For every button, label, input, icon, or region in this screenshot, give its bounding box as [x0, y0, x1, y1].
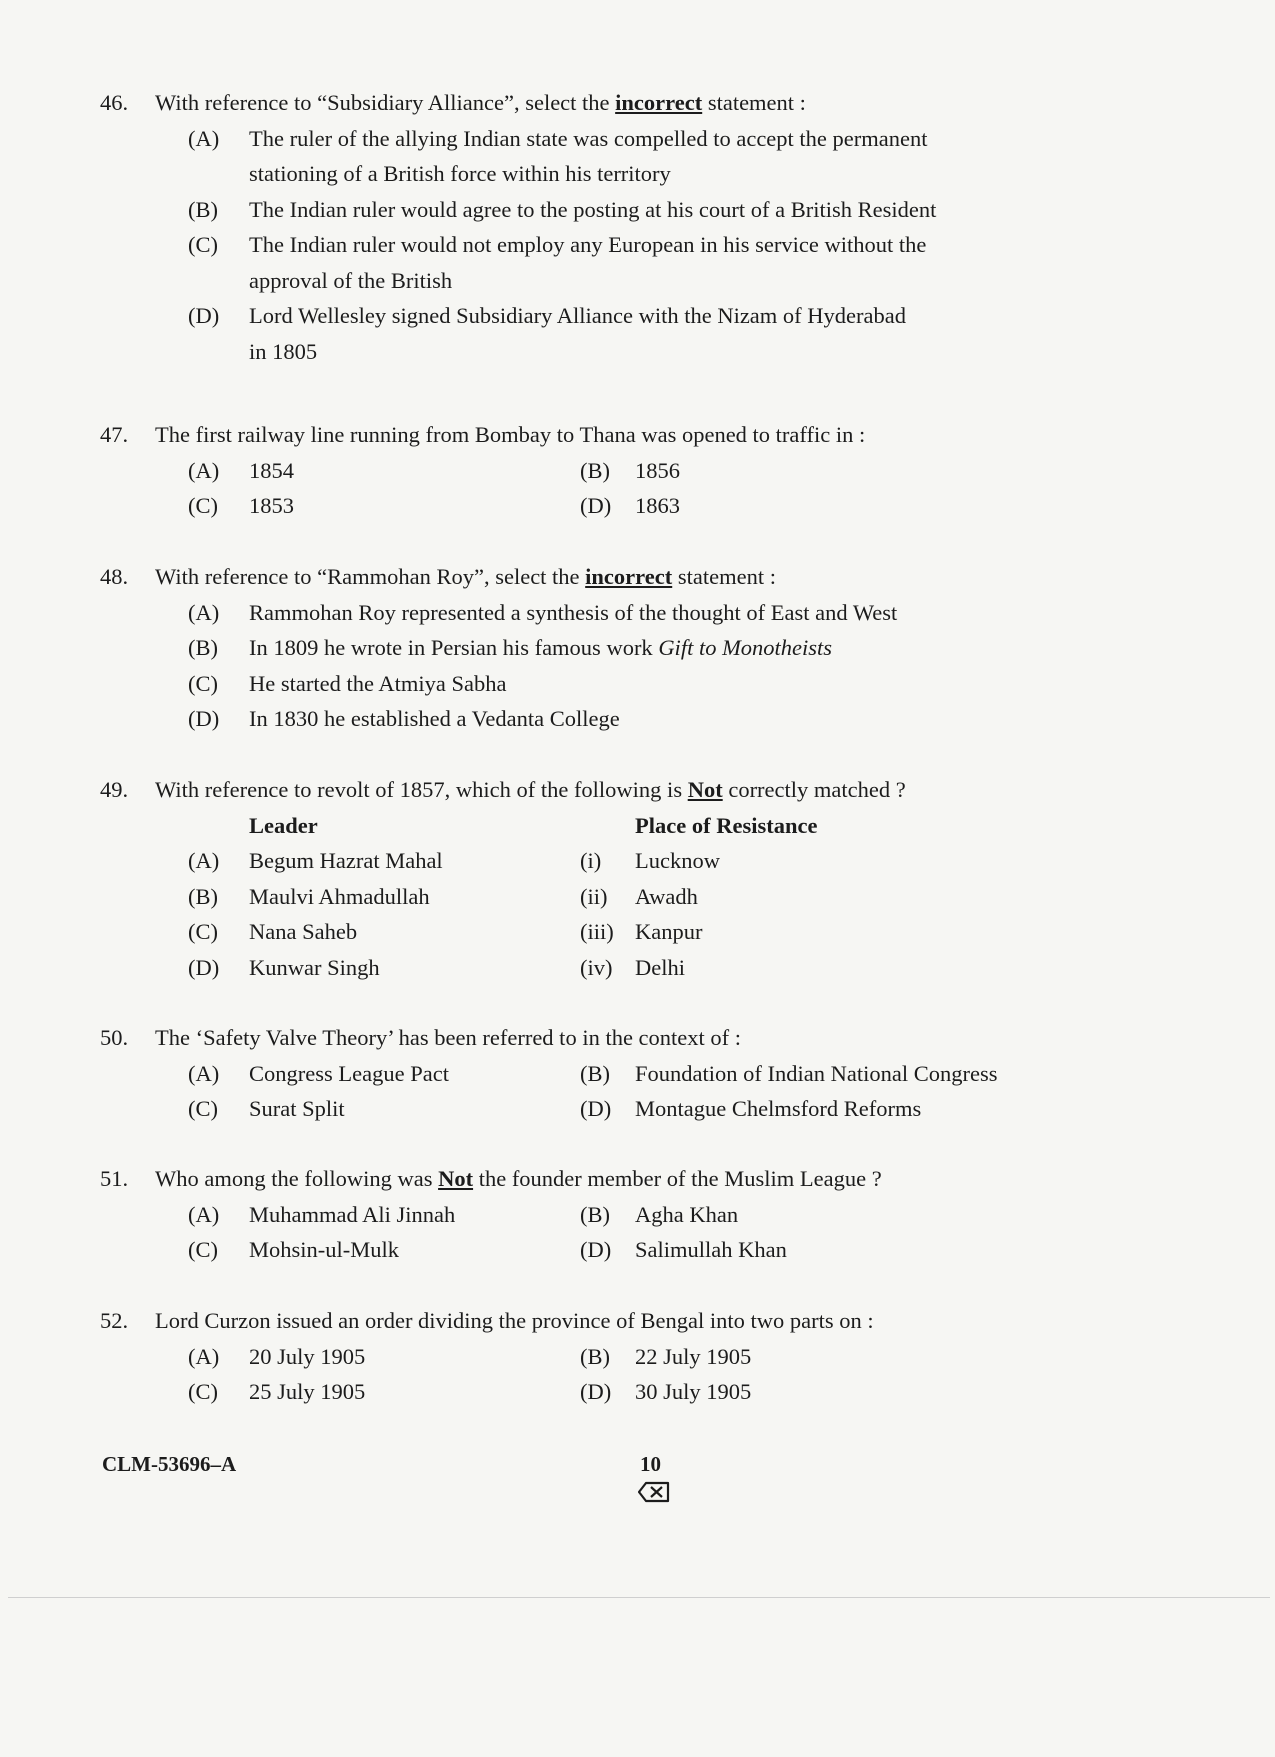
options-row-cd: (C) Surat Split (D) Montague Chelmsford Reforms — [188, 1096, 922, 1121]
option-b-text: 1856 — [635, 457, 680, 483]
bottom-divider — [8, 1597, 1270, 1598]
header-leader: Leader — [249, 812, 318, 838]
option-label: (C) — [188, 493, 218, 518]
question-49 — [100, 772, 1120, 985]
options-row-cd: (C) Mohsin-ul-Mulk (D) Salimullah Khan — [188, 1237, 787, 1262]
option-label: (D) — [580, 493, 612, 518]
question-stem: 50. The ‘Safety Valve Theory’ has been referred to in the context of : — [100, 1020, 1120, 1056]
question-50 — [100, 1020, 1120, 1127]
option-c: (C) The Indian ruler would not employ any European in his service without the — [100, 227, 1120, 263]
option-label: (A) — [188, 125, 220, 151]
question-number: 47. — [100, 422, 129, 447]
keyword-not: Not — [438, 1166, 474, 1191]
question-46 — [100, 85, 1120, 369]
keyword-incorrect: incorrect — [585, 564, 673, 589]
option-label: (B) — [188, 196, 218, 222]
option-c-text: 1853 — [249, 493, 294, 518]
option-label: (D) — [188, 706, 220, 731]
question-48 — [100, 559, 1120, 737]
question-stem: 47. The first railway line running from Bombay to Thana was opened to traffic in : — [100, 417, 1120, 453]
header-place: Place of Resistance — [635, 812, 818, 838]
match-row: (A) Begum Hazrat Mahal (i) Lucknow — [188, 848, 720, 873]
option-a: (A) Rammohan Roy represented a synthesis of the thought of East and West — [100, 595, 1120, 631]
question-stem: 48. With reference to “Rammohan Roy”, select the incorrect statement : — [100, 559, 1120, 595]
option-c: (C) He started the Atmiya Sabha — [100, 666, 1120, 702]
match-row: (B) Maulvi Ahmadullah (ii) Awadh — [188, 883, 698, 909]
options-row-ab: (A) Congress League Pact (B) Foundation of Indian National Congress — [188, 1060, 998, 1086]
option-c-continued: approval of the British — [249, 267, 453, 293]
question-number: 48. — [100, 564, 129, 589]
question-stem: 51. Who among the following was Not the founder member of the Muslim League ? — [100, 1161, 1120, 1197]
option-d-text: 1863 — [635, 493, 680, 518]
option-label: (A) — [188, 457, 220, 483]
question-stem: 49. With reference to revolt of 1857, which of the following is Not correctly matched ? — [100, 772, 1120, 808]
option-b: (B) The Indian ruler would agree to the posting at his court of a British Resident — [100, 192, 1120, 228]
question-number: 49. — [100, 777, 129, 802]
match-row: (D) Kunwar Singh (iv) Delhi — [188, 954, 685, 980]
option-a-continued: stationing of a British force within his territory — [249, 161, 671, 186]
question-number: 52. — [100, 1308, 129, 1333]
page-number: 10 — [640, 1452, 661, 1476]
question-51 — [100, 1161, 1120, 1268]
question-number: 46. — [100, 90, 129, 115]
question-number: 50. — [100, 1025, 129, 1050]
option-label: (C) — [188, 670, 218, 696]
question-stem: 46. With reference to “Subsidiary Alliance”, select the incorrect statement : — [100, 85, 1120, 121]
options-row-ab: (A) 20 July 1905 (B) 22 July 1905 — [188, 1343, 752, 1369]
delete-box-icon — [638, 1481, 670, 1503]
match-table-header — [100, 808, 1120, 844]
booklet-code: CLM-53696–A — [102, 1452, 237, 1476]
question-stem: 52. Lord Curzon issued an order dividing the province of Bengal into two parts on : — [100, 1303, 1120, 1339]
option-b: (B) In 1809 he wrote in Persian his famous work Gift to Monotheists — [100, 630, 1120, 666]
keyword-not: Not — [687, 777, 723, 802]
options-row-cd: (C) 25 July 1905 (D) 30 July 1905 — [188, 1379, 752, 1404]
option-d: (D) Lord Wellesley signed Subsidiary Alliance with the Nizam of Hyderabad — [100, 298, 1120, 334]
option-label: (D) — [188, 303, 220, 328]
options-row-ab: (A) Muhammad Ali Jinnah (B) Agha Khan — [188, 1201, 739, 1227]
question-number: 51. — [100, 1166, 129, 1191]
option-d-continued: in 1805 — [249, 338, 318, 364]
option-label: (B) — [580, 457, 610, 483]
book-title: Gift to Monotheists — [658, 635, 833, 660]
option-a: (A) The ruler of the allying Indian state was compelled to accept the permanent — [100, 121, 1120, 157]
match-row: (C) Nana Saheb (iii) Kanpur — [188, 919, 703, 944]
question-52 — [100, 1303, 1120, 1410]
option-label: (B) — [188, 635, 218, 660]
option-label: (A) — [188, 599, 220, 625]
option-label: (C) — [188, 232, 218, 257]
options-row-cd — [100, 488, 1120, 524]
keyword-incorrect: incorrect — [615, 90, 703, 115]
question-47 — [100, 417, 1120, 524]
options-row-ab — [100, 453, 1120, 489]
option-d: (D) In 1830 he established a Vedanta College — [100, 701, 1120, 737]
option-a-text: 1854 — [249, 457, 294, 483]
